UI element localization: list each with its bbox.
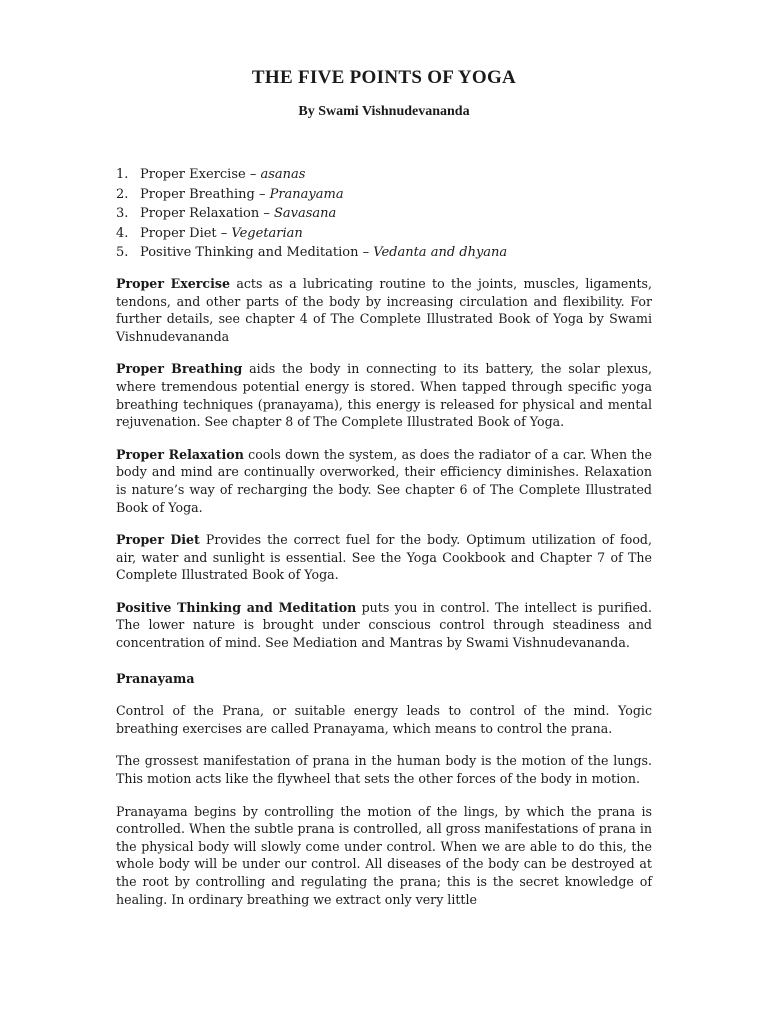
list-number: 3. xyxy=(116,206,129,222)
list-item-text: Positive Thinking and Meditation – Vedanta and dhyana xyxy=(140,245,508,261)
paragraph-body: aids the body in connecting to its battery, the solar plexus, where tremendous potential energy is stored. When tapped through specific yoga breathing techniques (pranayama), this energy is released for physical and mental rejuvenation. See chapter 8 of The Complete Illustrated Book of Yoga. xyxy=(116,361,652,430)
paragraph-positive-thinking xyxy=(116,599,652,652)
paragraph-lead: Proper Exercise xyxy=(116,275,230,291)
list-item-text: Proper Relaxation – Savasana xyxy=(140,206,337,222)
paragraph-proper-diet xyxy=(116,531,652,584)
paragraph-lead: Proper Diet xyxy=(116,532,200,548)
list-number: 2. xyxy=(116,186,129,202)
paragraph-body: acts as a lubricating routine to the joints, muscles, ligaments, tendons, and other parts of the body by increasing circulation and flexibility. For further details, see chapter 4 of The Complete Illustrated Book of Yoga by Swami Vishnudevananda xyxy=(116,275,652,344)
paragraph-proper-exercise xyxy=(116,275,652,345)
list-item xyxy=(116,224,652,244)
five-points-list xyxy=(116,165,652,263)
paragraph-body: cools down the system, as does the radiator of a car. When the body and mind are continually overworked, their efficiency diminishes. Relaxation is nature’s way of recharging the body. See chapter 6 of The Complete Illustrated Book of Yoga. xyxy=(116,446,652,515)
paragraph-pranayama-2: The grossest manifestation of prana in the human body is the motion of the lungs. This motion acts like the flywheel that sets the other forces of the body in motion. xyxy=(116,753,652,787)
list-number: 4. xyxy=(116,225,129,241)
list-number: 5. xyxy=(116,245,129,261)
list-number: 1. xyxy=(116,167,129,182)
list-item-text: Proper Exercise – asanas xyxy=(140,167,306,182)
list-item xyxy=(116,185,652,205)
paragraph-lead: Positive Thinking and Meditation xyxy=(116,599,357,615)
section-heading-pranayama: Pranayama xyxy=(116,670,195,686)
paragraph-proper-relaxation xyxy=(116,446,652,516)
list-item xyxy=(116,204,652,224)
document-title: THE FIVE POINTS OF YOGA xyxy=(251,67,517,88)
document-author: By Swami Vishnudevananda xyxy=(298,104,470,119)
paragraph-lead: Proper Relaxation xyxy=(116,446,244,462)
list-item-text: Proper Breathing – Pranayama xyxy=(140,186,344,202)
list-item xyxy=(116,243,652,263)
paragraph-lead: Proper Breathing xyxy=(116,361,243,377)
list-item-text: Proper Diet – Vegetarian xyxy=(140,225,303,241)
list-item xyxy=(116,165,652,185)
paragraph-pranayama-1: Control of the Prana, or suitable energy leads to control of the mind. Yogic breathing exercises are called Pranayama, which means to control the prana. xyxy=(116,703,652,736)
paragraph-body: Provides the correct fuel for the body. Optimum utilization of food, air, water and sunlight is essential. See the Yoga Cookbook and Chapter 7 of The Complete Illustrated Book of Yoga. xyxy=(116,532,652,583)
paragraph-proper-breathing xyxy=(116,360,652,430)
paragraph-body: puts you in control. The intellect is purified. The lower nature is brought under conscious control through steadiness and concentration of mind. See Mediation and Mantras by Swami Vishnudevananda. xyxy=(116,599,652,651)
paragraph-pranayama-3: Pranayama begins by controlling the motion of the lings, by which the prana is controlled. When the subtle prana is controlled, all gross manifestations of prana in the physical body will slowly come under control. When we are able to do this, the whole body will be under our control. All diseases of the body can be destroyed at the root by controlling and regulating the prana; this is the secret knowledge of healing. In ordinary breathing we extract only very little xyxy=(116,803,652,907)
